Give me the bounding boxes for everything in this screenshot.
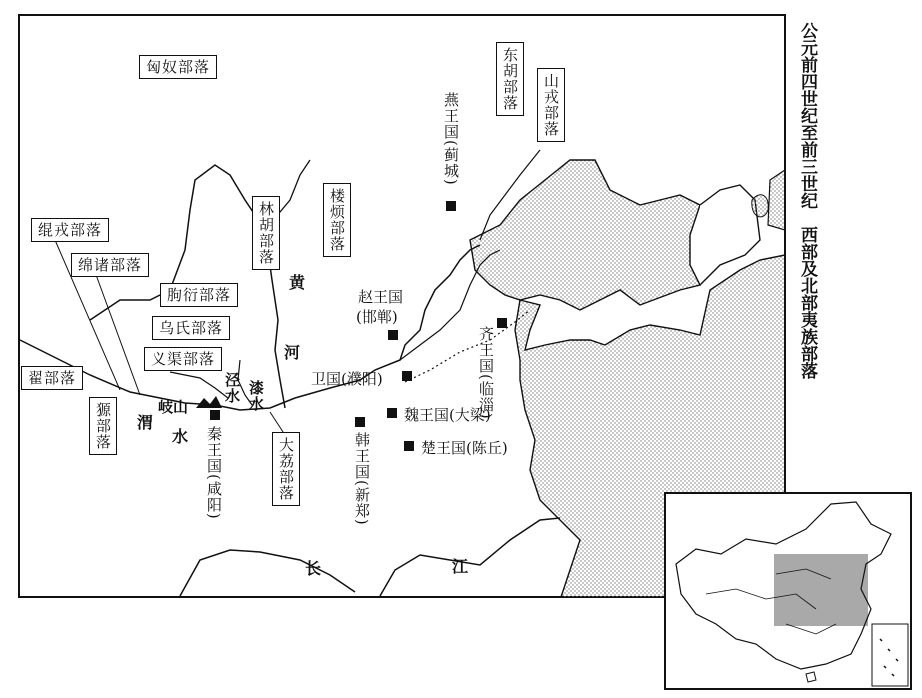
yangtze: [180, 550, 355, 596]
tribe-yiqu: 义渠部落: [144, 347, 222, 371]
tribe-shanrong: 山戎部落: [537, 68, 565, 142]
jing-river: [170, 372, 228, 398]
capital-qi: [497, 318, 507, 328]
state-wei-small: 卫国(濮阳): [311, 370, 383, 388]
capital-wei: [387, 408, 397, 418]
tribe-xiongnu: 匈奴部落: [139, 55, 217, 79]
state-chu: 楚王国(陈丘): [421, 439, 508, 457]
label-wei-river: 渭: [137, 413, 154, 432]
island: [752, 195, 768, 217]
sea-bohai: [470, 160, 700, 310]
state-zhao-city: (邯郸): [356, 308, 398, 326]
state-qi: 齐王国(临淄): [477, 326, 495, 420]
inset-south-sea-box: [872, 624, 908, 686]
river-dotted: [405, 310, 530, 382]
qishan-mountain-icon: [196, 396, 222, 408]
inset-map: [664, 492, 912, 690]
map-title: 公元前四世纪至前三世纪 西部及北部夷族部落: [797, 22, 817, 379]
tribe-yuan: 獂部落: [89, 397, 117, 455]
label-wei-shui: 水: [172, 427, 189, 446]
inset-highlight-region: [774, 554, 868, 626]
state-zhao-name: 赵王国: [358, 288, 404, 306]
japan-coast: [768, 170, 785, 230]
capital-qin: [210, 410, 220, 420]
label-he: 河: [284, 343, 301, 362]
tribe-mianrong: 绲戎部落: [31, 218, 109, 242]
tribe-linhu: 林胡部落: [252, 196, 280, 270]
state-wei: 魏王国(大梁): [404, 406, 491, 424]
label-chang: 长: [305, 559, 322, 578]
state-han: 韩王国(新郑): [353, 432, 371, 526]
state-yan: 燕王国(蓟城): [442, 92, 460, 186]
state-qin: 秦王国(咸阳): [205, 426, 223, 520]
label-jiang: 江: [452, 557, 469, 576]
leader-mianzhu: [95, 272, 140, 395]
yangtze-east: [380, 518, 560, 596]
tribe-dali: 大荔部落: [272, 432, 300, 506]
capital-zhao: [388, 330, 398, 340]
tribe-donghu: 东胡部落: [496, 42, 524, 116]
label-huang: 黄: [289, 273, 306, 292]
label-qishan: 岐山: [158, 398, 189, 416]
tribe-quyan: 朐衍部落: [160, 283, 238, 307]
capital-yan: [446, 201, 456, 211]
tribe-loufan: 楼烦部落: [323, 183, 351, 257]
capital-han: [355, 417, 365, 427]
capital-wei-small: [402, 371, 412, 381]
tribe-mianzhu: 绵诸部落: [71, 253, 149, 277]
inset-hainan: [806, 672, 816, 682]
label-jing-shui: 泾水: [223, 372, 241, 404]
tribe-wushi: 乌氏部落: [152, 316, 230, 340]
inset-china-outline: [666, 494, 910, 688]
label-qi-shui: 漆水: [247, 380, 265, 412]
capital-chu: [404, 441, 414, 451]
tribe-di: 翟部落: [21, 366, 83, 390]
